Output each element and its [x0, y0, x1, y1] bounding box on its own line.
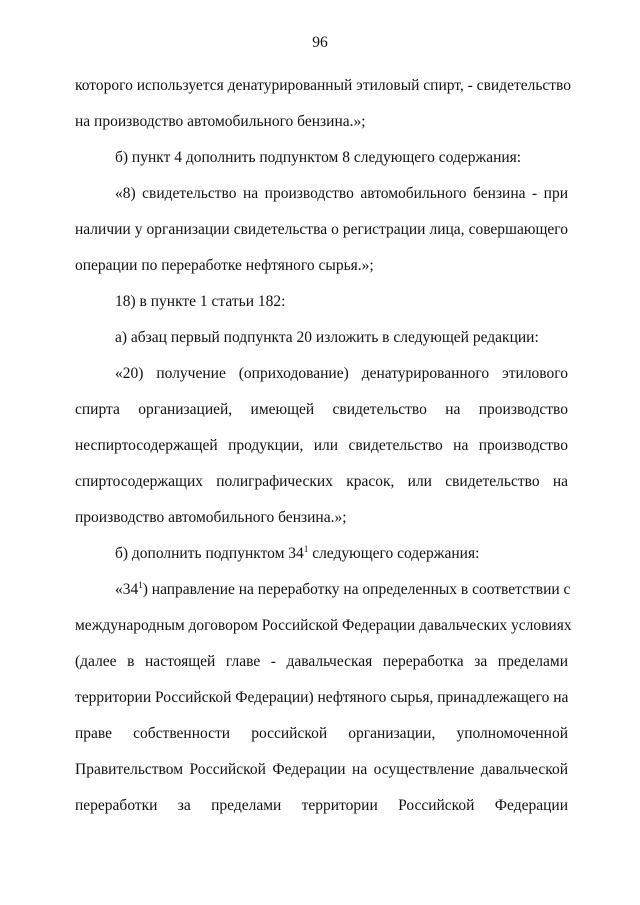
text-line: на производство автомобильного бензина.»;	[75, 113, 366, 130]
text-line: (далее в настоящей главе - давальческая переработка за пределами	[75, 653, 568, 670]
text-line: которого используется денатурированный этиловый спирт, - свидетельство	[75, 77, 572, 94]
text-fragment: «34	[115, 581, 139, 598]
text-fragment: ) направление на переработку на определенных в соответствии с	[142, 581, 571, 598]
text-line: Правительством Российской Федерации на осуществление давальческой	[75, 761, 568, 778]
text-line: спиртосодержащих полиграфических красок, или свидетельство на	[75, 473, 568, 490]
text-line: а) абзац первый подпункта 20 изложить в следующей редакции:	[115, 329, 539, 346]
text-line: «8) свидетельство на производство автомобильного бензина - при	[115, 185, 568, 202]
text-line	[115, 544, 568, 564]
text-line: б) пункт 4 дополнить подпунктом 8 следующего содержания:	[115, 149, 522, 166]
text-fragment: б) дополнить подпунктом 34	[115, 545, 304, 562]
text-line: производство автомобильного бензина.»;	[75, 509, 347, 526]
text-line	[115, 580, 571, 600]
text-line: переработки за пределами территории Российской Федерации	[75, 797, 568, 814]
text-line: «20) получение (оприходование) денатурированного этилового	[115, 365, 568, 382]
text-line: неспиртосодержащей продукции, или свидетельство на производство	[75, 437, 568, 454]
text-line: международным договором Российской Федерации давальческих условиях	[75, 617, 572, 634]
text-fragment: следующего содержания:	[308, 545, 480, 562]
text-line: территории Российской Федерации) нефтяного сырья, принадлежащего на	[75, 689, 569, 706]
text-line: наличии у организации свидетельства о регистрации лица, совершающего	[75, 221, 568, 238]
superscript: 1	[138, 580, 143, 590]
page-number: 96	[312, 34, 328, 51]
text-line: праве собственности российской организации, уполномоченной	[75, 725, 568, 742]
superscript: 1	[303, 544, 309, 554]
text-line: спирта организацией, имеющей свидетельство на производство	[75, 401, 568, 418]
text-line: операции по переработке нефтяного сырья.»;	[75, 257, 374, 274]
text-line: 18) в пункте 1 статьи 182:	[115, 293, 286, 310]
